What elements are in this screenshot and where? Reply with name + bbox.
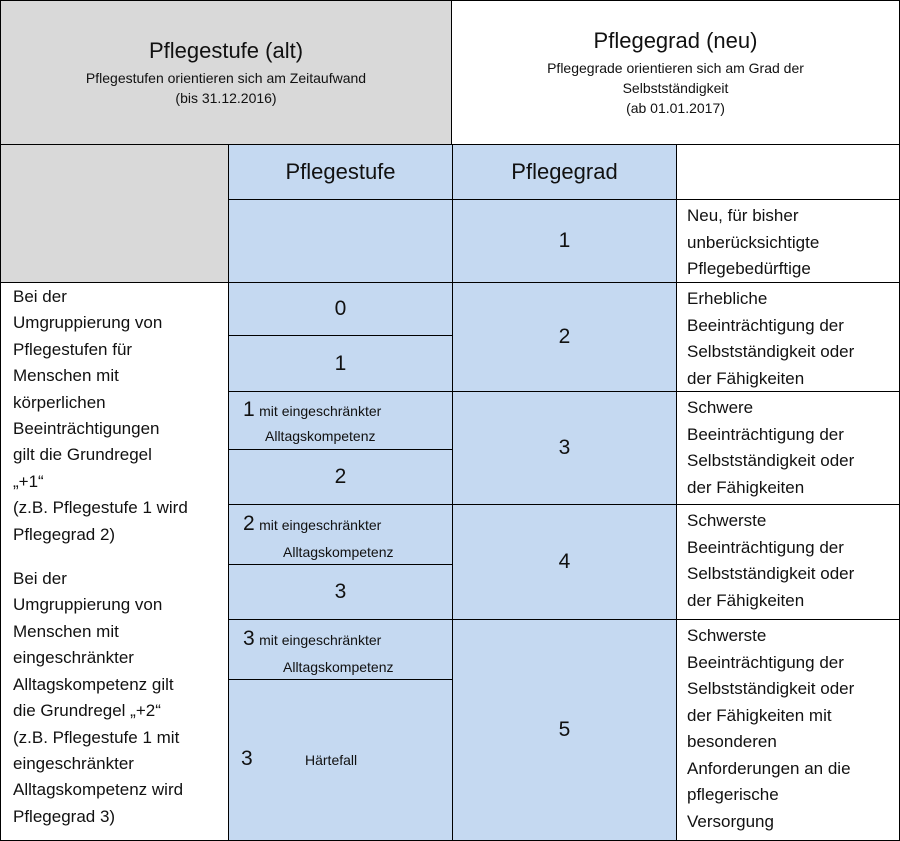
note-para1-line: Umgruppierung von xyxy=(13,313,163,333)
note-para2-line: Bei der xyxy=(13,569,67,589)
stufe-1-eingeschraenkt-cell xyxy=(228,391,453,450)
description-line: der Fähigkeiten xyxy=(687,590,805,610)
grad-4-cell: 4 xyxy=(452,504,677,620)
note-para1-line: Pflegestufen für xyxy=(13,339,133,359)
corner-cell xyxy=(0,144,229,283)
note-para2-line: eingeschränkter xyxy=(13,753,134,773)
header-left-title: Pflegestufe (alt) xyxy=(148,37,304,63)
description-line: Versorgung xyxy=(687,811,774,831)
note-para2-line: Menschen mit xyxy=(13,621,119,641)
description-line: Erhebliche xyxy=(687,289,768,308)
description-line: Selbstständigkeit oder xyxy=(687,679,855,698)
stufe-2-eingeschraenkt-cell xyxy=(228,504,453,565)
stufe-3-haertefall-cell xyxy=(228,679,453,841)
grad-3-description xyxy=(676,391,900,505)
stufe-qualifier-line2: Alltagskompetenz xyxy=(265,428,376,444)
header-right-subtitle-3: (ab 01.01.2017) xyxy=(626,99,725,116)
description-line: unberücksichtigte xyxy=(687,232,820,252)
note-para2-line: Alltagskompetenz gilt xyxy=(13,674,174,694)
note-para1-line: (z.B. Pflegestufe 1 wird xyxy=(13,498,188,518)
grad-4-description xyxy=(676,504,900,620)
note-para2-line: (z.B. Pflegestufe 1 mit xyxy=(13,727,180,747)
note-para1-line: Pflegegrad 2) xyxy=(13,524,116,544)
header-right-subtitle-2: Selbstständigkeit xyxy=(622,79,729,96)
description-line: der Fähigkeiten xyxy=(687,477,805,497)
stufe-qualifier-line2: Alltagskompetenz xyxy=(283,659,394,675)
header-left-subtitle-1: Pflegestufen orientieren sich am Zeitaufwand xyxy=(85,69,367,86)
haertefall-label: Härtefall xyxy=(305,752,358,768)
note-para1-line: Beeinträchtigungen xyxy=(13,419,160,439)
header-left-subtitle-2: (bis 31.12.2016) xyxy=(175,89,277,106)
stufe-1-cell: 1 xyxy=(228,335,453,392)
description-line: Beeinträchtigung der xyxy=(687,537,844,557)
description-line: Selbstständigkeit oder xyxy=(687,564,855,583)
description-line: Anforderungen an die xyxy=(687,758,851,778)
note-para1-line: Menschen mit xyxy=(13,366,119,386)
header-right-title: Pflegegrad (neu) xyxy=(593,27,758,53)
stufe-empty-cell xyxy=(228,199,453,283)
grad-5-cell: 5 xyxy=(452,619,677,841)
description-line: Beeinträchtigung der xyxy=(687,315,844,335)
grad-2-cell: 2 xyxy=(452,282,677,392)
description-line: der Fähigkeiten xyxy=(687,368,805,388)
grad-1-cell: 1 xyxy=(452,199,677,283)
stufe-qualifier: mit eingeschränkter xyxy=(259,517,382,533)
note-para2-line: die Grundregel „+2“ xyxy=(13,701,161,721)
header-pflegegrad-neu xyxy=(451,0,900,145)
column-header-pflegestufe: Pflegestufe xyxy=(228,144,453,200)
description-line: Schwerste xyxy=(687,511,767,530)
stufe-3-cell: 3 xyxy=(228,564,453,620)
grad-2-description xyxy=(676,282,900,392)
description-line: Selbstständigkeit oder xyxy=(687,342,855,361)
description-line: besonderen xyxy=(687,732,777,751)
stufe-number: 3 xyxy=(243,627,255,650)
description-line: pflegerische xyxy=(687,785,779,804)
column-header-pflegegrad: Pflegegrad xyxy=(452,144,677,200)
note-para2-line: Alltagskompetenz wird xyxy=(13,780,184,800)
left-note xyxy=(0,282,229,841)
grad-5-description xyxy=(676,619,900,841)
stufe-2-cell: 2 xyxy=(228,449,453,505)
grad-1-description xyxy=(676,199,900,283)
description-line: Schwerste xyxy=(687,626,767,645)
grad-3-cell: 3 xyxy=(452,391,677,505)
note-para1-line: „+1“ xyxy=(13,471,44,491)
stufe-number: 2 xyxy=(243,512,255,535)
description-line: Pflegebedürftige xyxy=(687,259,811,278)
stufe-qualifier-line2: Alltagskompetenz xyxy=(283,544,394,560)
paragraph-gap xyxy=(13,548,228,566)
stufe-number: 1 xyxy=(243,398,255,421)
description-line: Schwere xyxy=(687,398,754,417)
stufe-qualifier: mit eingeschränkter xyxy=(259,632,382,648)
stufe-number: 3 xyxy=(241,747,253,770)
description-line: Beeinträchtigung der xyxy=(687,652,844,672)
header-pflegestufe-alt xyxy=(0,0,452,145)
header-right-subtitle-1: Pflegegrade orientieren sich am Grad der xyxy=(547,59,804,76)
stufe-3-eingeschraenkt-cell xyxy=(228,619,453,680)
stufe-0-cell: 0 xyxy=(228,282,453,336)
note-para1-line: körperlichen xyxy=(13,392,106,412)
column-header-description xyxy=(676,144,900,200)
note-para1-line: gilt die Grundregel xyxy=(13,445,152,465)
note-para2-line: Umgruppierung von xyxy=(13,595,163,615)
note-para2-line: Pflegegrad 3) xyxy=(13,806,116,826)
description-line: Neu, für bisher xyxy=(687,206,799,225)
description-line: der Fähigkeiten mit xyxy=(687,705,832,725)
stufe-qualifier: mit eingeschränkter xyxy=(259,403,382,419)
description-line: Beeinträchtigung der xyxy=(687,424,844,444)
note-para2-line: eingeschränkter xyxy=(13,648,134,668)
description-line: Selbstständigkeit oder xyxy=(687,451,855,470)
note-para1-line: Bei der xyxy=(13,287,67,306)
